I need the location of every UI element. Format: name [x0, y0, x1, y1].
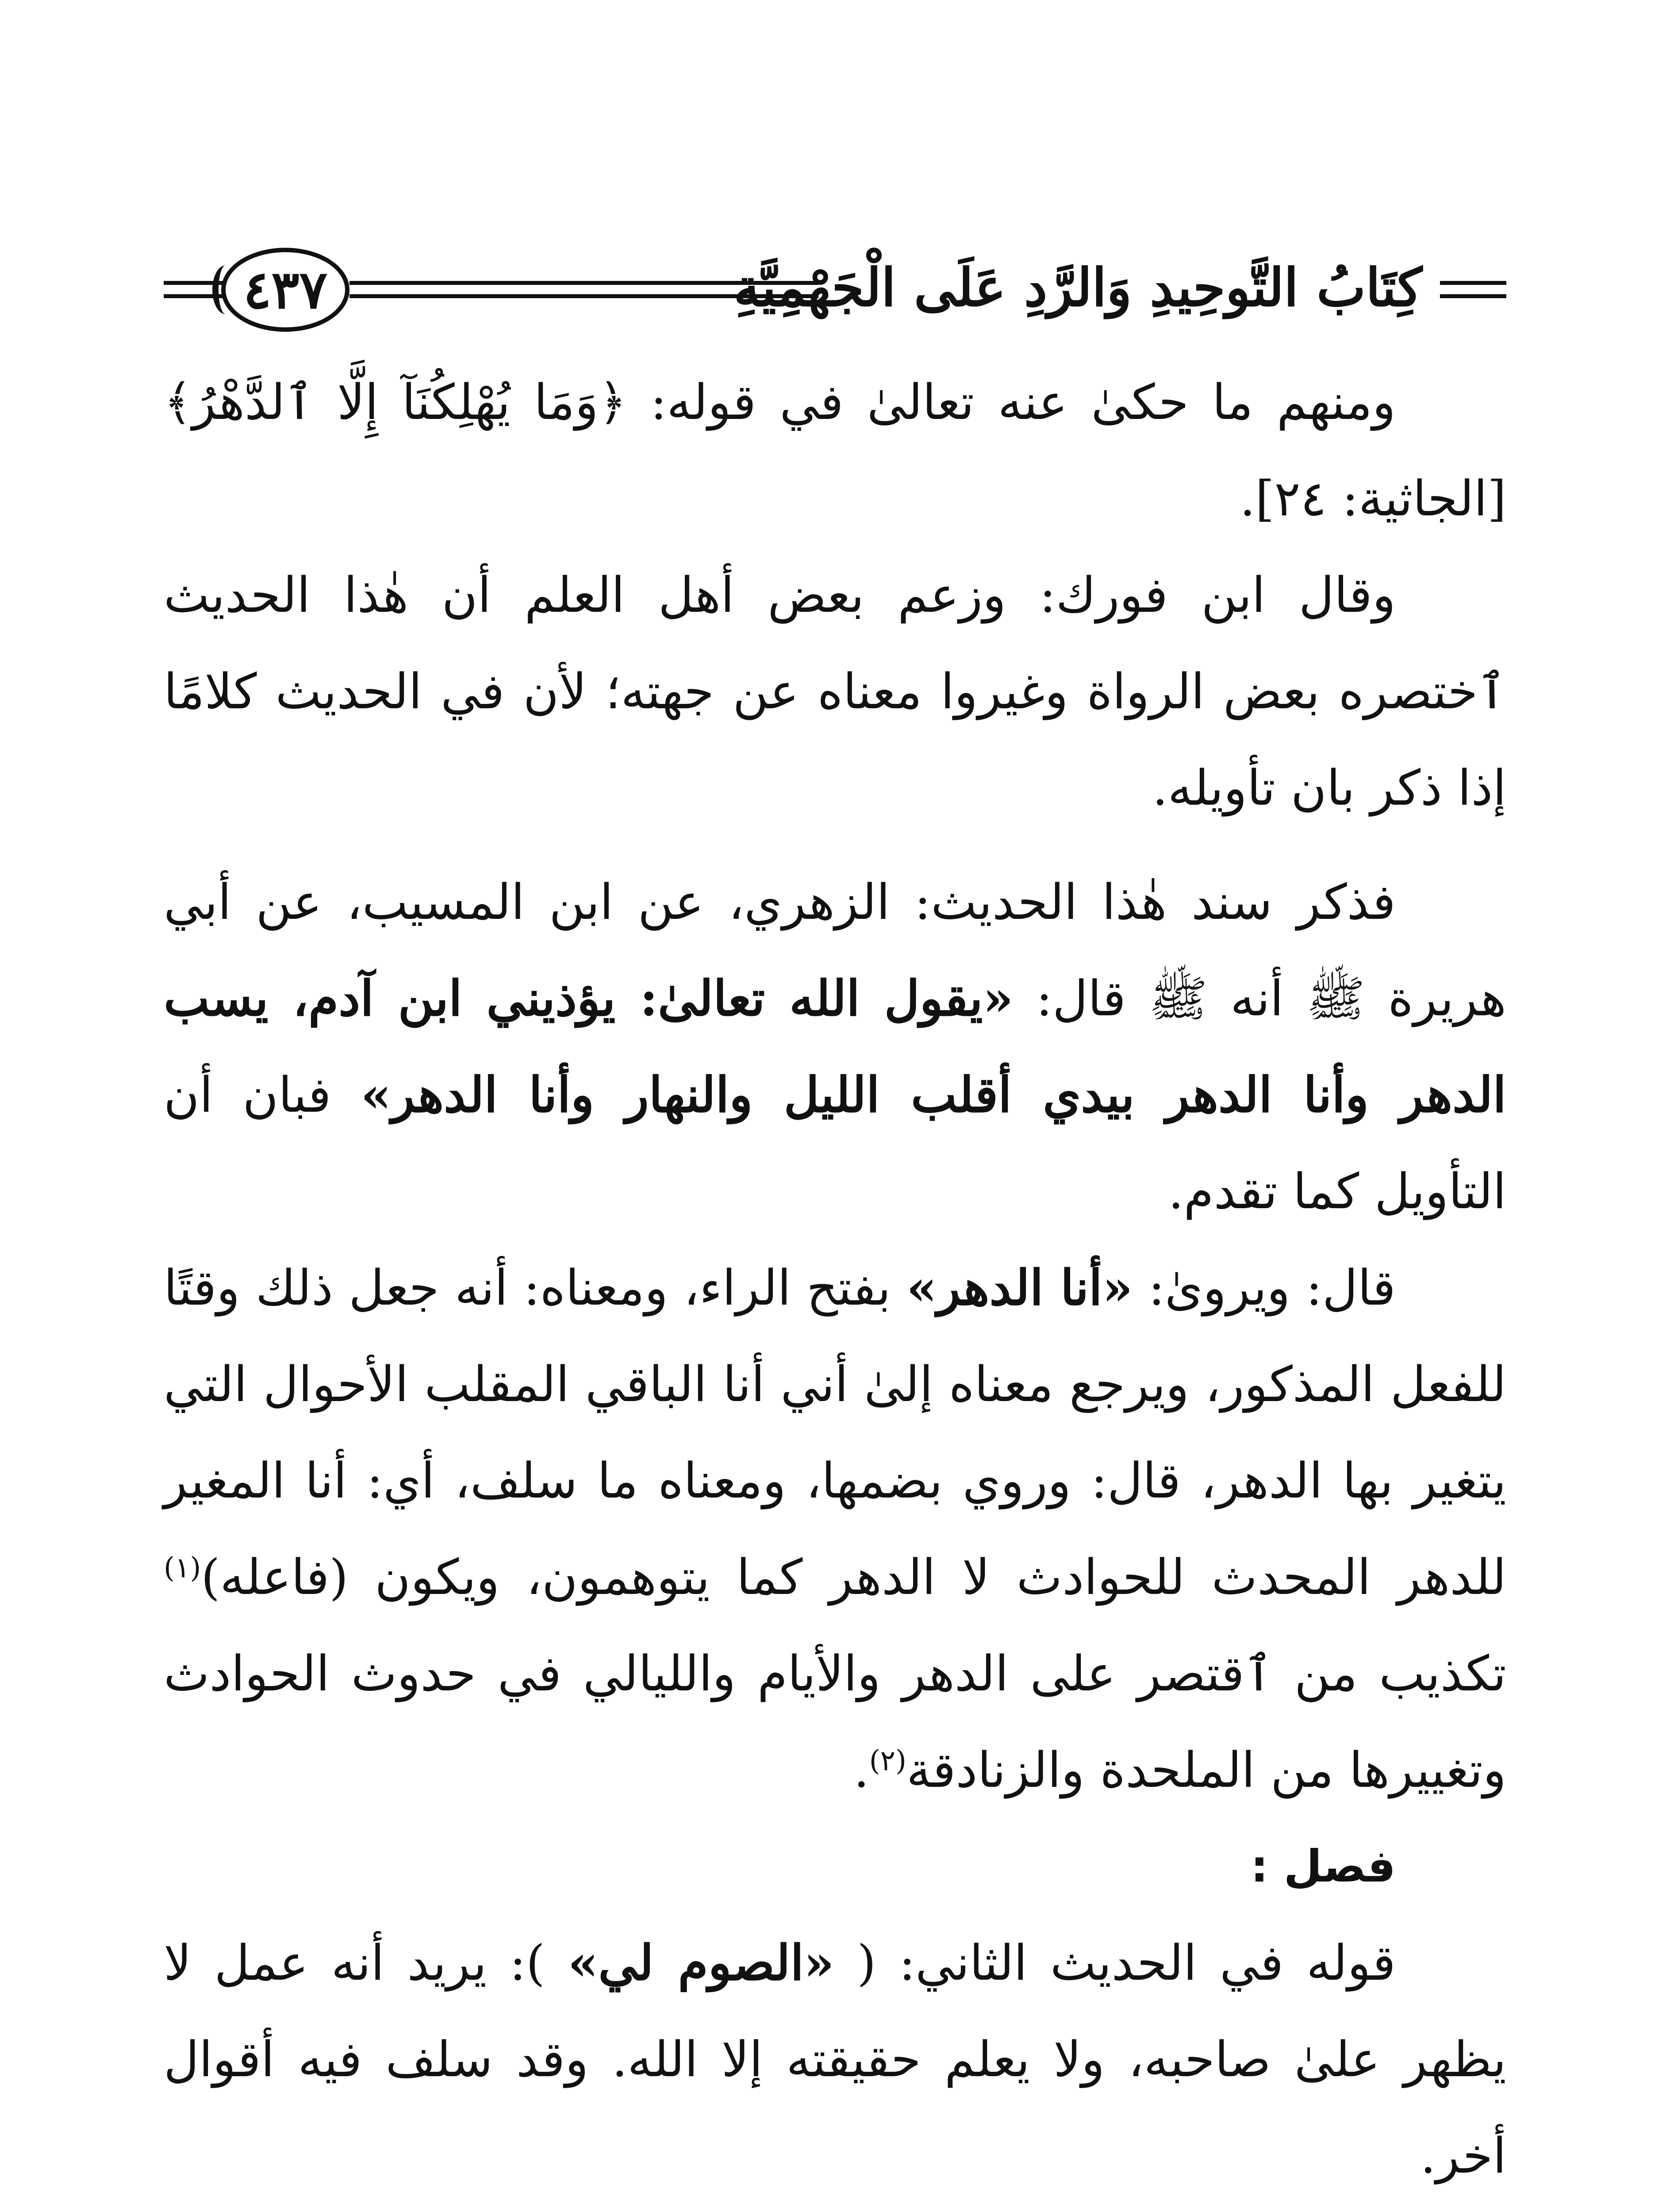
footnote-ref[interactable]: (١) — [164, 1551, 201, 1585]
text-run: ): يريد أنه عمل لا يظهر علىٰ صاحبه، ولا يعلم حقيقته إلا الله. وقد سلف فيه أقوال أخر. — [164, 1935, 1506, 2184]
text-run: فذكر سند هٰذا الحديث: الزهري، عن ابن المسيب، عن أبي هريرة ﷺ أنه ﷺ قال: — [164, 874, 1507, 1027]
paragraph: ومنهم ما حكىٰ عنه تعالىٰ في قوله: ﴿وَمَا يُهْلِكُنَآ إِلَّا ٱلدَّهْرُ﴾ [الجاثية: ٢٤]. — [164, 374, 1506, 527]
footnote-ref[interactable]: (٢) — [869, 1744, 906, 1778]
paragraph — [164, 2204, 1506, 2212]
text-run: . — [853, 1742, 869, 1798]
paragraph — [164, 854, 1506, 1240]
page-header — [164, 239, 1506, 345]
header-rule — [164, 281, 226, 285]
page-number-text: ٤٣٧ — [243, 259, 328, 320]
header-rule — [349, 281, 818, 285]
header-rule — [349, 294, 818, 298]
text-run: بفتح الراء، ومعناه: أنه جعل ذلك وقتًا للفعل المذكور، ويرجع معناه إلىٰ أني أنا الباقي المقلب الأحوال التي يتغير بها الدهر، قال: وروي بضمها، ومعناه ما سلف، أي: أنا المغير للدهر المحدث للحوادث لا الدهر كما يتوهمون، ويكون (فاعله) — [164, 1260, 1506, 1605]
text-run: قوله في الحديث الثاني: ( — [834, 1935, 1396, 1991]
ornament — [212, 265, 239, 314]
section-heading: فصل : — [1250, 1840, 1396, 1892]
page-number — [221, 248, 349, 332]
header-rule — [1440, 294, 1506, 298]
hadith-quote: «أنا الدهر» — [906, 1259, 1133, 1316]
text-run: فبان أن التأويل كما تقدم. — [164, 1067, 1506, 1220]
main-text — [164, 354, 1506, 2212]
text-run: قال: ويروىٰ: — [1133, 1260, 1396, 1316]
paragraph: وقال ابن فورك: وزعم بعض أهل العلم أن هٰذا الحديث ٱختصره بعض الرواة وغيروا معناه عن جهته؛ لأن في الحديث كلامًا إذا ذكر بان تأويله. — [164, 567, 1506, 816]
paragraph — [164, 1915, 1506, 2204]
text-run: تكذيب من ٱقتصر على الدهر والأيام والليالي في حدوث الحوادث وتغييرها من الملحدة والزنادقة — [164, 1645, 1506, 1798]
running-title: كِتَابُ التَّوحِيدِ وَالرَّدِ عَلَى الْجَهْمِيَّةِ — [733, 257, 1422, 318]
paragraph — [164, 1240, 1506, 1818]
hadith-quote: «الصوم لي» — [568, 1934, 834, 1991]
hadith-quote: «يقول الله تعالىٰ: يؤذيني ابن آدم، يسب الدهر وأنا الدهر بيدي أقلب الليل والنهار وأنا الدهر» — [164, 970, 1506, 1123]
header-rule — [164, 294, 226, 298]
header-rule — [1440, 281, 1506, 285]
